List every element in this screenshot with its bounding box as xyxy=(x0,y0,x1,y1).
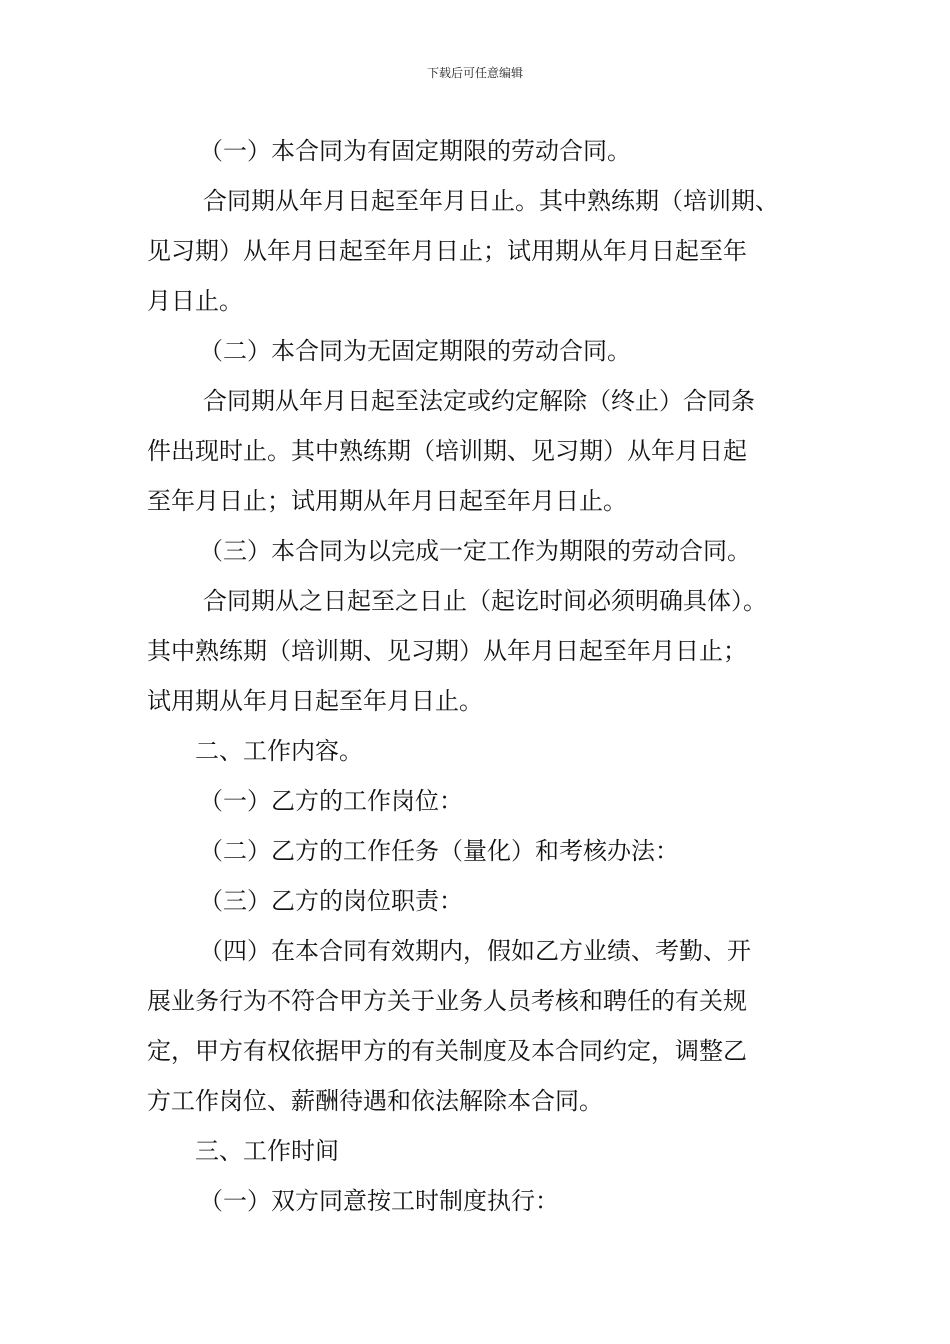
paragraph-line: 月日止。 xyxy=(147,287,243,315)
paragraph-line: 合同期从年月日起至年月日止。其中熟练期（培训期、 xyxy=(203,187,779,215)
clause-open-term-heading: （二）本合同为无固定期限的劳动合同。 xyxy=(199,337,631,365)
paragraph-line: 展业务行为不符合甲方关于业务人员考核和聘任的有关规 xyxy=(147,987,747,1015)
clause-adjustment: （四）在本合同有效期内，假如乙方业绩、考勤、开 xyxy=(199,937,751,965)
clause-task-term-heading: （三）本合同为以完成一定工作为期限的劳动合同。 xyxy=(199,537,751,565)
clause-work-hours-system: （一）双方同意按工时制度执行： xyxy=(199,1187,559,1215)
paragraph-line: 其中熟练期（培训期、见习期）从年月日起至年月日止； xyxy=(147,637,747,665)
paragraph-line: 见习期）从年月日起至年月日止；试用期从年月日起至年 xyxy=(147,237,747,265)
paragraph-line: 定，甲方有权依据甲方的有关制度及本合同约定，调整乙 xyxy=(147,1037,747,1065)
section-heading-work-content: 二、工作内容。 xyxy=(195,737,363,765)
clause-duties: （三）乙方的岗位职责： xyxy=(199,887,463,915)
page-header: 下载后可任意编辑 xyxy=(426,66,523,80)
paragraph-line: 试用期从年月日起至年月日止。 xyxy=(147,687,483,715)
paragraph-line: 件出现时止。其中熟练期（培训期、见习期）从年月日起 xyxy=(147,437,747,465)
paragraph-line: 方工作岗位、薪酬待遇和依法解除本合同。 xyxy=(147,1087,603,1115)
paragraph-line: 合同期从之日起至之日止（起讫时间必须明确具体）。 xyxy=(203,587,767,615)
paragraph-line: 至年月日止；试用期从年月日起至年月日止。 xyxy=(147,487,627,515)
clause-position: （一）乙方的工作岗位： xyxy=(199,787,463,815)
section-heading-work-hours: 三、工作时间 xyxy=(195,1137,339,1165)
clause-fixed-term-heading: （一）本合同为有固定期限的劳动合同。 xyxy=(199,137,631,165)
clause-tasks: （二）乙方的工作任务（量化）和考核办法： xyxy=(199,837,679,865)
document-body xyxy=(147,126,819,1226)
paragraph-line: 合同期从年月日起至法定或约定解除（终止）合同条 xyxy=(203,387,755,415)
